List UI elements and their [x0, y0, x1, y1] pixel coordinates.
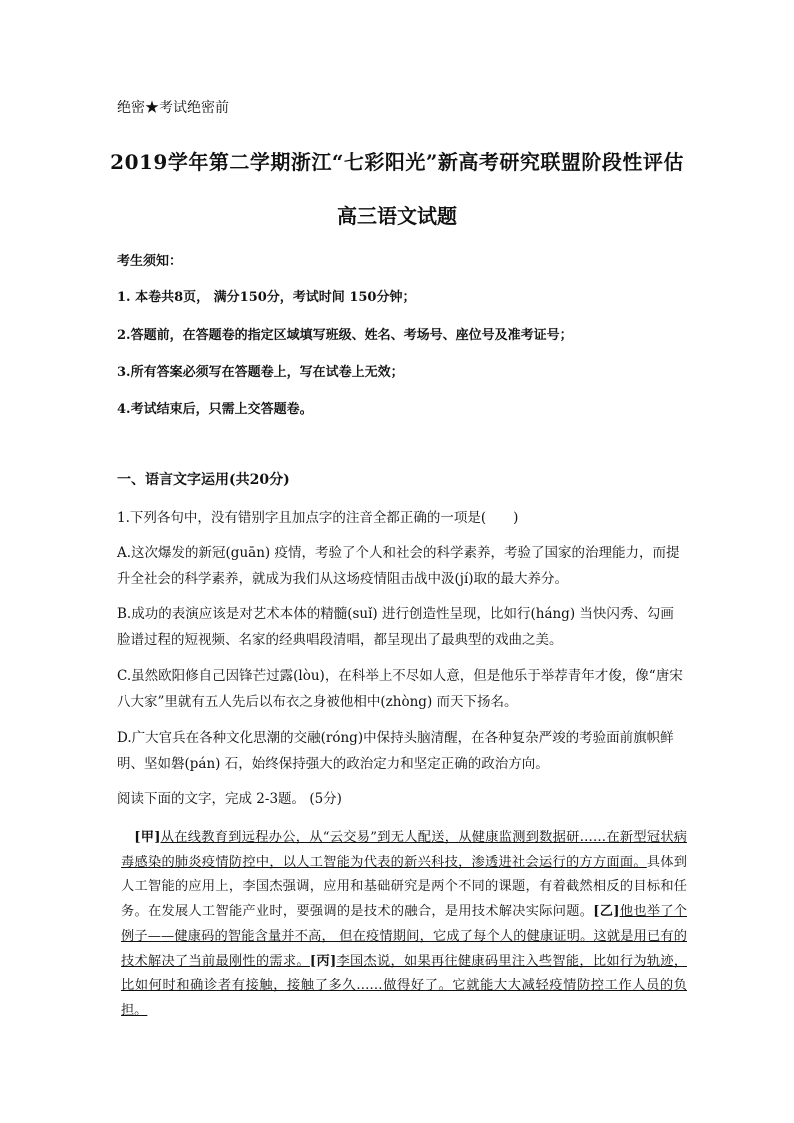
- question-1-stem: 1.下列各句中，没有错别字且加点字的注音全都正确的一项是( ): [117, 510, 519, 526]
- option-d: D.广大官兵在各种文化思潮的交融(róng)中保持头脑清醒，在各种复杂严竣的考验面前旗帜鲜明、坚如磐(pán) 石，始终保持强大的政治定力和坚定正确的政治方向。: [117, 730, 674, 772]
- label-yi: [乙]: [593, 904, 620, 920]
- notice-item-3: 3.所有答案必须写在答题卷上，写在试卷上无效；: [117, 365, 404, 380]
- notice-item-1: 1. 本卷共8页， 满分150分，考试时间 150分钟；: [117, 290, 416, 305]
- notice-item-2: 2.答题前，在答题卷的指定区域填写班级、姓名、考场号、座位号及准考证号；: [117, 328, 573, 343]
- label-jia: [甲]: [134, 830, 161, 845]
- reading-intro: 阅读下面的文字，完成 2-3题。 (5分): [117, 791, 342, 807]
- passage-segment-jia: 从在线教育到远程办公，从“云交易”到无人配送，从健康监测到数据研……在新型冠状病毒感染的肺炎疫情防控中，以人工智能为代表的新兴科技，渗透进社会运行的方方面面。: [121, 830, 687, 870]
- section-heading: 一、语言文字运用(共20分): [117, 472, 290, 488]
- reading-passage: [121, 826, 687, 1024]
- notice-item-4: 4.考试结束后，只需上交答题卷。: [117, 402, 313, 417]
- notice-heading: 考生须知：: [117, 254, 183, 269]
- exam-subtitle: 高三语文试题: [337, 204, 457, 228]
- passage-segment-yi: 他也举了个例子——健康码的智能含量并不高， 但在疫情期间，它成了每个人的健康证明。这就是用已有的技术解决了当前最刚性的需求。: [121, 904, 687, 969]
- option-b: B.成功的表演应该是对艺术本体的精髓(suǐ) 进行创造性呈现，比如行(háng) 当快闪秀、勾画脸谱过程的短视频、名家的经典唱段清唱，都呈现出了最典型的戏曲之美。: [117, 606, 674, 648]
- option-a: A.这次爆发的新冠(guān) 疫情，考验了个人和社会的科学素养，考验了国家的治理能力，而提升全社会的科学素养，就成为我们从这场疫情阻击战中汲(jí)取的最大养分。: [117, 545, 680, 587]
- exam-title: 2019学年第二学期浙江“七彩阳光”新高考研究联盟阶段性评估: [110, 150, 684, 174]
- passage-segment-bing: 李国杰说，如果再往健康码里注入些智能，比如行为轨迹，比如何时和确诊者有接触，接触了多久……做得好了。它就能大大减轻疫情防控工作人员的负担。: [121, 953, 688, 1018]
- label-bing: [丙]: [309, 953, 337, 969]
- passage-segment-plain: 具体到人工智能的应用上，李国杰强调，应用和基础研究是两个不同的课题，有着截然相反的目标和任务。在发展人工智能产业时，要强调的是技术的融合，是用技术解决实际问题。: [121, 854, 687, 920]
- option-c: C.虽然欧阳修自己因锋芒过露(lòu)，在科举上不尽如人意，但是他乐于举荐青年才俊，像“唐宋八大家”里就有五人先后以布衣之身被他相中(zhòng) 而天下扬名。: [117, 668, 683, 710]
- secret-mark: 绝密★考试绝密前: [117, 100, 229, 116]
